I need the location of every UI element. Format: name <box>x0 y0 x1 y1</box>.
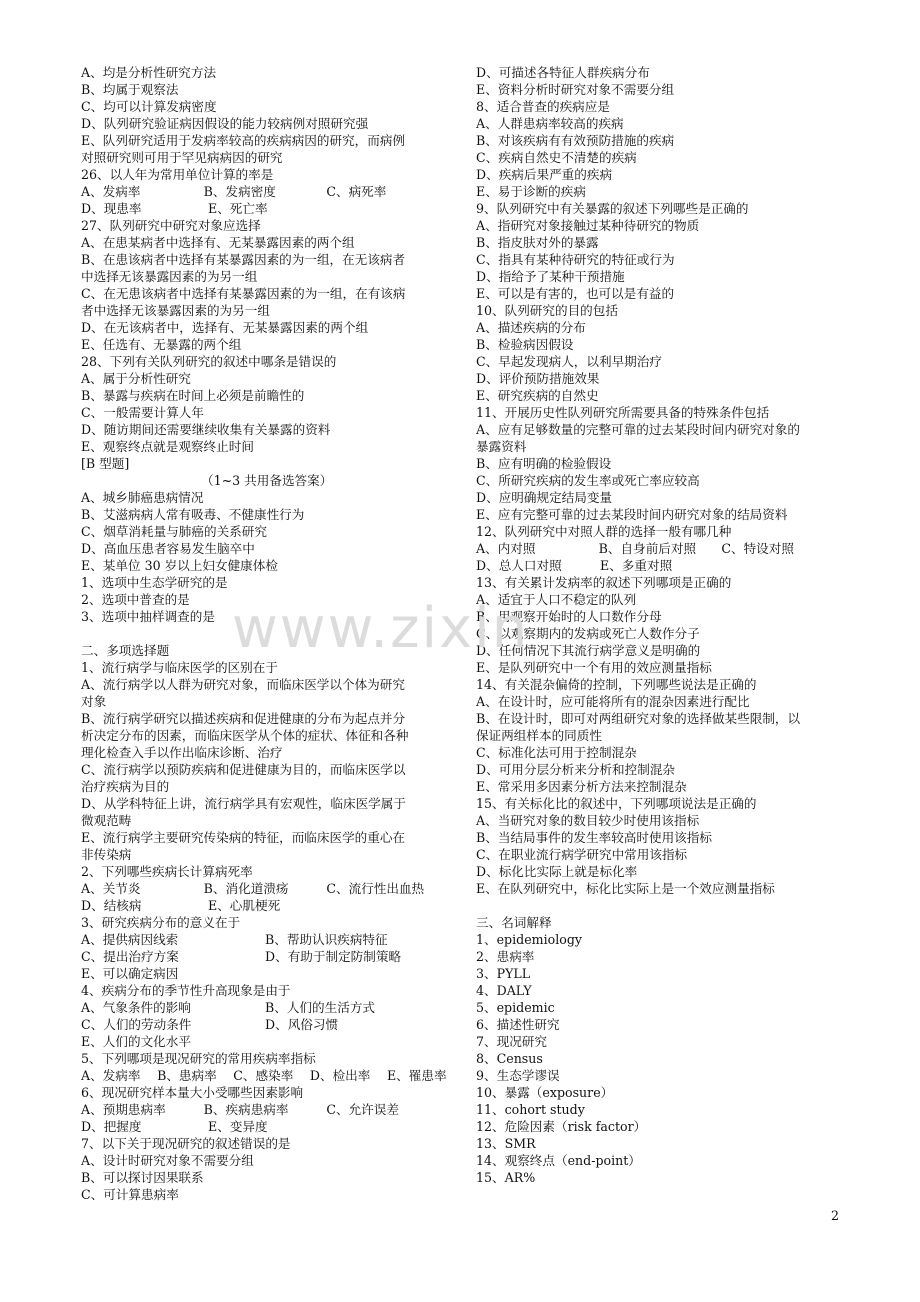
text-line: A、均是分析性研究方法 <box>81 65 217 80</box>
option-text: D、结核病 <box>81 898 142 913</box>
text-line: 者中选择无该暴露因素的为另一组 <box>81 303 270 318</box>
text-line: 11、开展历史性队列研究所需要具备的特殊条件包括 <box>476 405 770 420</box>
text-line: B、在患该病者中选择有某暴露因素的为一组，在无该病者 <box>81 252 406 267</box>
text-line: E、队列研究适用于发病率较高的疾病病因的研究，而病例 <box>81 133 406 148</box>
text-line: 6、现况研究样本量大小受哪些因素影响 <box>81 1085 304 1100</box>
text-line: D、评价预防措施效果 <box>476 371 600 386</box>
text-line: B、应有明确的检验假设 <box>476 456 612 471</box>
text-line: D、在无该病者中，选择有、无某暴露因素的两个组 <box>81 320 369 335</box>
text-line: E、可以是有害的，也可以是有益的 <box>476 286 675 301</box>
text-line: C、早起发现病人，以利早期治疗 <box>476 354 662 369</box>
text-line: C、指具有某种待研究的特征或行为 <box>476 252 675 267</box>
right-column <box>476 64 844 1186</box>
text-line: D、标化比实际上就是标化率 <box>476 864 638 879</box>
text-line: E、流行病学主要研究传染病的特征，而临床医学的重心在 <box>81 830 406 845</box>
text-line: B、均属于观察法 <box>81 82 179 97</box>
text-line: 7、以下关于现况研究的叙述错误的是 <box>81 1136 291 1151</box>
option-text: A、发病率 <box>81 184 141 199</box>
text-line: 9、队列研究中有关暴露的叙述下列哪些是正确的 <box>476 201 749 216</box>
option-row <box>81 1101 449 1118</box>
option-text: D、把握度 <box>81 1119 142 1134</box>
text-line: 28、下列有关队列研究的叙述中哪条是错误的 <box>81 354 337 369</box>
text-line: D、任何情况下其流行病学意义是明确的 <box>476 643 701 658</box>
text-line: E、资料分析时研究对象不需要分组 <box>476 82 675 97</box>
option-text: C、人们的劳动条件 <box>81 1017 192 1032</box>
text-line: 暴露资料 <box>476 439 527 454</box>
text-line: 2、选项中普查的是 <box>81 592 190 607</box>
text-line: B、指皮肤对外的暴露 <box>476 235 599 250</box>
text-line: D、可用分层分析来分析和控制混杂 <box>476 762 676 777</box>
text-line: 11、cohort study <box>476 1102 585 1117</box>
option-row <box>81 1016 449 1033</box>
text-line: 对象 <box>81 694 107 709</box>
text-line: 2、下列哪些疾病长计算病死率 <box>81 864 253 879</box>
text-line: 14、有关混杂偏倚的控制，下列哪些说法是正确的 <box>476 677 757 692</box>
page-number: 2 <box>830 1208 839 1223</box>
option-row <box>81 931 449 948</box>
text-line: A、指研究对象接触过某种待研究的物质 <box>476 218 700 233</box>
text-line: 13、SMR <box>476 1136 536 1151</box>
text-line: 12、队列研究中对照人群的选择一般有哪几种 <box>476 524 732 539</box>
text-line: 1、epidemiology <box>476 932 583 947</box>
option-text: B、自身前后对照 <box>598 541 697 556</box>
text-line: A、适宜于人口不稳定的队列 <box>476 592 637 607</box>
option-text: D、风俗习惯 <box>265 1017 339 1032</box>
text-line: （1~3 共用备选答案） <box>201 473 333 488</box>
text-line: E、任选有、无暴露的两个组 <box>81 337 242 352</box>
text-line: A、在患某病者中选择有、无某暴露因素的两个组 <box>81 235 355 250</box>
option-text: E、死亡率 <box>208 201 268 216</box>
option-text: B、疾病患病率 <box>203 1102 289 1117</box>
option-text: C、允许误差 <box>326 1102 399 1117</box>
option-text: A、预期患病率 <box>81 1102 166 1117</box>
option-row <box>81 880 449 897</box>
text-line: E、人们的文化水平 <box>81 1034 191 1049</box>
text-line: C、标准化法可用于控制混杂 <box>476 745 637 760</box>
text-line: 1、选项中生态学研究的是 <box>81 575 228 590</box>
text-line: 5、下列哪项是现况研究的常用疾病率指标 <box>81 1051 316 1066</box>
text-line: 3、选项中抽样调查的是 <box>81 609 215 624</box>
text-line: E、研究疾病的自然史 <box>476 388 599 403</box>
text-line: 对照研究则可用于罕见病病因的研究 <box>81 150 283 165</box>
text-line: A、在设计时，应可能将所有的混杂因素进行配比 <box>476 694 750 709</box>
text-line: D、从学科特征上讲，流行病学具有宏观性，临床医学属于 <box>81 796 406 811</box>
text-line: A、属于分析性研究 <box>81 371 191 386</box>
option-text: A、内对照 <box>476 541 536 556</box>
left-column <box>81 64 449 1203</box>
text-line: 27、队列研究中研究对象应选择 <box>81 218 261 233</box>
text-line: B、暴露与疾病在时间上必须是前瞻性的 <box>81 388 305 403</box>
text-line: A、设计时研究对象不需要分组 <box>81 1153 254 1168</box>
option-row <box>81 1118 449 1135</box>
text-line: 5、epidemic <box>476 1000 555 1015</box>
option-text: A、气象条件的影响 <box>81 1000 191 1015</box>
text-line: 微观范畴 <box>81 813 132 828</box>
option-row <box>81 897 449 914</box>
text-line: B、在设计时，即可对两组研究对象的选择做某些限制，以 <box>476 711 801 726</box>
text-line: 保证两组样本的同质性 <box>476 728 602 743</box>
text-line: D、疾病后果严重的疾病 <box>476 167 613 182</box>
text-line: B、检验病因假设 <box>476 337 574 352</box>
text-line: 10、暴露（exposure） <box>476 1085 614 1100</box>
option-text: A、关节炎 <box>81 881 141 896</box>
text-line: 中选择无该暴露因素的为另一组 <box>81 269 258 284</box>
option-text: E、多重对照 <box>600 558 673 573</box>
text-line: 13、有关累计发病率的叙述下列哪项是正确的 <box>476 575 732 590</box>
text-line: A、人群患病率较高的疾病 <box>476 116 624 131</box>
option-text: B、消化道溃疡 <box>203 881 289 896</box>
text-line: A、发病率 B、患病率 C、感染率 D、检出率 E、罹患率 <box>81 1068 447 1083</box>
text-line: E、在队列研究中，标化比实际上是一个效应测量指标 <box>476 881 775 896</box>
option-text: C、特设对照 <box>721 541 794 556</box>
text-line: B、流行病学研究以描述疾病和促进健康的分布为起点并分 <box>81 711 406 726</box>
text-line: E、易于诊断的疾病 <box>476 184 586 199</box>
option-text: C、病死率 <box>326 184 387 199</box>
text-line: C、流行病学以预防疾病和促进健康为目的，而临床医学以 <box>81 762 406 777</box>
text-line: 6、描述性研究 <box>476 1017 560 1032</box>
text-line: A、流行病学以人群为研究对象，而临床医学以个体为研究 <box>81 677 405 692</box>
option-text: E、变异度 <box>208 1119 268 1134</box>
watermark: www.zixin <box>232 596 530 661</box>
option-text: C、提出治疗方案 <box>81 949 179 964</box>
text-line: 9、生态学谬误 <box>476 1068 560 1083</box>
text-line: 26、以人年为常用单位计算的率是 <box>81 167 274 182</box>
option-row <box>476 557 844 574</box>
text-line: E、观察终点就是观察终止时间 <box>81 439 254 454</box>
option-row <box>81 948 449 965</box>
text-line: B、艾滋病病人常有吸毒、不健康性行为 <box>81 507 305 522</box>
text-line: 治疗疾病为目的 <box>81 779 170 794</box>
text-line: D、可描述各特征人群疾病分布 <box>476 65 650 80</box>
text-line: 10、队列研究的目的包括 <box>476 303 618 318</box>
text-line: 12、危险因素（risk factor） <box>476 1119 647 1134</box>
text-line: A、描述疾病的分布 <box>476 320 586 335</box>
text-line: E、可以确定病因 <box>81 966 179 981</box>
text-line: D、队列研究验证病因假设的能力较病例对照研究强 <box>81 116 369 131</box>
option-text: E、心肌梗死 <box>208 898 281 913</box>
text-line: C、可计算患病率 <box>81 1187 179 1202</box>
text-line: 15、AR% <box>476 1170 536 1185</box>
text-line: A、应有足够数量的完整可靠的过去某段时间内研究对象的 <box>476 422 800 437</box>
text-line: A、当研究对象的数目较少时使用该指标 <box>476 813 700 828</box>
text-line: 8、Census <box>476 1051 543 1066</box>
option-text: B、帮助认识疾病特征 <box>265 932 388 947</box>
text-line: C、疾病自然史不清楚的疾病 <box>476 150 637 165</box>
option-text: D、有助于制定防制策略 <box>265 949 402 964</box>
text-line: B、用观察开始时的人口数作分母 <box>476 609 662 624</box>
section-heading: 二、多项选择题 <box>81 643 170 658</box>
text-line: A、城乡肺癌患病情况 <box>81 490 204 505</box>
option-text: D、现患率 <box>81 201 142 216</box>
text-line: C、烟草消耗量与肺癌的关系研究 <box>81 524 267 539</box>
text-line: 4、疾病分布的季节性升高现象是由于 <box>81 983 291 998</box>
text-line: 8、适合普查的疾病应是 <box>476 99 610 114</box>
text-line: D、高血压患者容易发生脑卒中 <box>81 541 255 556</box>
text-line: B、可以探讨因果联系 <box>81 1170 204 1185</box>
text-line: 3、研究疾病分布的意义在于 <box>81 915 241 930</box>
option-text: B、发病密度 <box>203 184 276 199</box>
option-text: D、总人口对照 <box>476 558 562 573</box>
option-row <box>81 200 449 217</box>
text-line: 15、有关标化比的叙述中，下列哪项说法是正确的 <box>476 796 757 811</box>
text-line: C、以观察期内的发病或死亡人数作分子 <box>476 626 700 641</box>
text-line: 1、流行病学与临床医学的区别在于 <box>81 660 278 675</box>
text-line: D、随访期间还需要继续收集有关暴露的资料 <box>81 422 331 437</box>
text-line: 4、DALY <box>476 983 532 998</box>
text-line: 14、观察终点（end-point） <box>476 1153 641 1168</box>
text-line: E、应有完整可靠的过去某段时间内研究对象的结局资料 <box>476 507 788 522</box>
option-row <box>81 183 449 200</box>
section-heading: 三、名词解释 <box>476 915 552 930</box>
option-text: A、提供病因线索 <box>81 932 179 947</box>
text-line: D、指给予了某种干预措施 <box>476 269 625 284</box>
text-line: 7、现况研究 <box>476 1034 547 1049</box>
text-line: 非传染病 <box>81 847 132 862</box>
text-line: C、均可以计算发病密度 <box>81 99 217 114</box>
text-line: C、在无患该病者中选择有某暴露因素的为一组，在有该病 <box>81 286 406 301</box>
text-line: B、对该疾病有有效预防措施的疾病 <box>476 133 675 148</box>
option-row <box>81 999 449 1016</box>
text-line: C、在职业流行病学研究中常用该指标 <box>476 847 688 862</box>
text-line: E、常采用多因素分析方法来控制混杂 <box>476 779 687 794</box>
option-text: B、人们的生活方式 <box>265 1000 376 1015</box>
text-line: E、是队列研究中一个有用的效应测量指标 <box>476 660 712 675</box>
text-line: C、一般需要计算人年 <box>81 405 204 420</box>
text-line: [B 型题] <box>81 456 130 471</box>
option-text: C、流行性出血热 <box>326 881 425 896</box>
text-line: D、应明确规定结局变量 <box>476 490 613 505</box>
text-line: 2、患病率 <box>476 949 535 964</box>
option-row <box>476 540 844 557</box>
text-line: 理化检查入手以作出临床诊断、治疗 <box>81 745 283 760</box>
text-line: B、当结局事件的发生率较高时使用该指标 <box>476 830 712 845</box>
text-line: E、某单位 30 岁以上妇女健康体检 <box>81 558 278 573</box>
text-line: 3、PYLL <box>476 966 531 981</box>
text-line: C、所研究疾病的发生率或死亡率应较高 <box>476 473 700 488</box>
text-line: 析决定分布的因素，而临床医学从个体的症状、体征和各种 <box>81 728 409 743</box>
